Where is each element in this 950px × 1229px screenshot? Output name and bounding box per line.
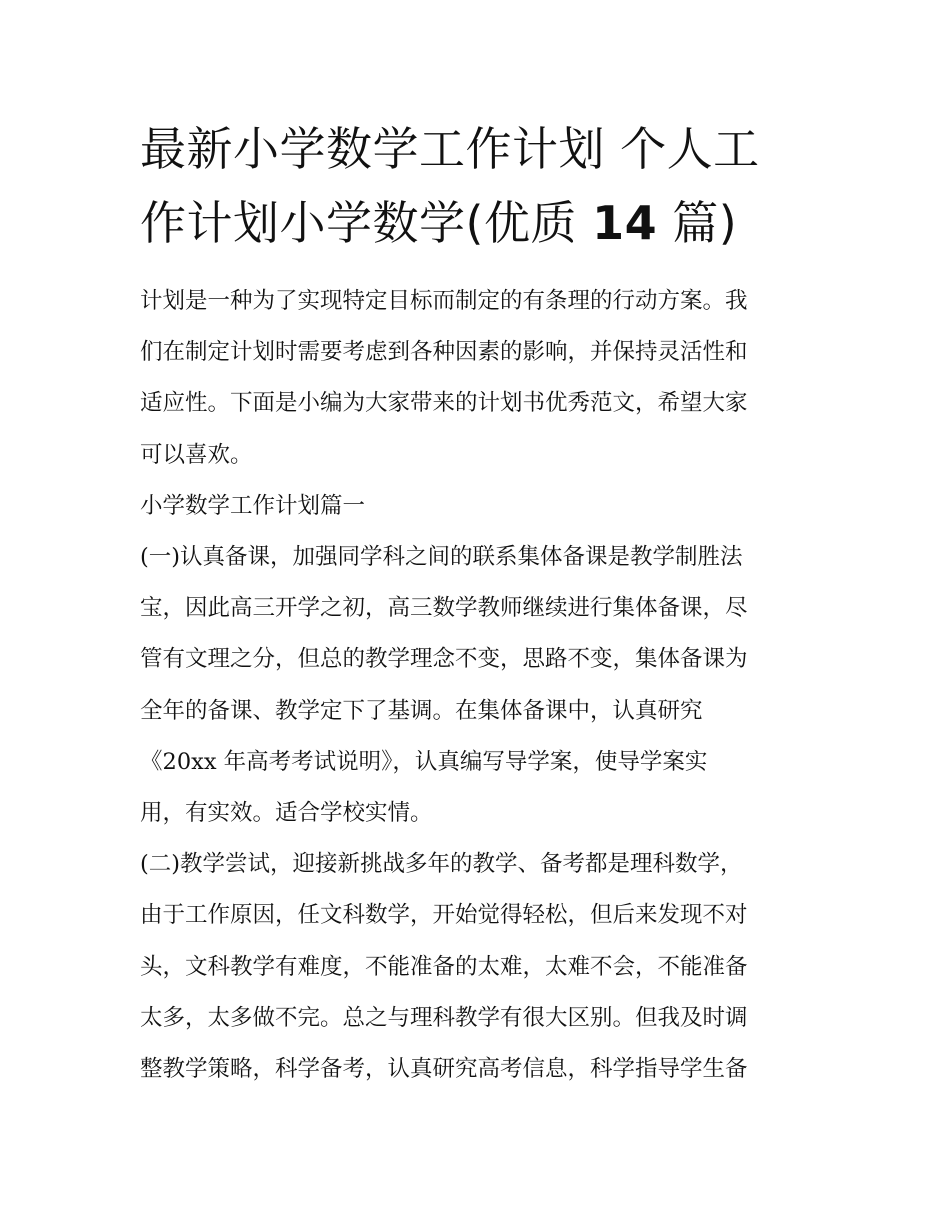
paragraph-line: 宝，因此高三开学之初，高三数学教师继续进行集体备课，尽 (140, 595, 748, 622)
title-line-1: 最新小学数学工作计划 个人工 (140, 122, 760, 176)
paragraph-1 (140, 532, 812, 839)
paragraph-line: (二)教学尝试，迎接新挑战多年的教学、备考都是理科数学， (140, 851, 743, 878)
paragraph-line: 全年的备课、教学定下了基调。在集体备课中，认真研究 (140, 697, 703, 724)
document-body (140, 276, 812, 1095)
intro-paragraph (140, 276, 812, 481)
section-heading-text: 小学数学工作计划篇一 (140, 492, 366, 519)
title-line-2-suffix: 篇) (657, 196, 738, 250)
paragraph-line: 《20xx 年高考考试说明》，认真编写导学案，使导学案实 (140, 748, 708, 775)
paragraph-line: 适应性。下面是小编为大家带来的计划书优秀范文，希望大家 (140, 390, 748, 417)
paragraph-line: 用，有实效。适合学校实情。 (140, 800, 433, 827)
paragraph-line: 整教学策略，科学备考，认真研究高考信息，科学指导学生备 (140, 1056, 748, 1083)
paragraph-2 (140, 839, 812, 1095)
document-title (140, 112, 820, 260)
paragraph-line: 可以喜欢。 (140, 441, 253, 468)
paragraph-line: (一)认真备课，加强同学科之间的联系集体备课是教学制胜法 (140, 544, 743, 571)
title-line-2-number: 14 (592, 196, 658, 250)
paragraph-line: 头，文科教学有难度，不能准备的太难，太难不会，不能准备 (140, 953, 748, 980)
paragraph-line: 们在制定计划时需要考虑到各种因素的影响，并保持灵活性和 (140, 339, 748, 366)
paragraph-line: 太多，太多做不完。总之与理科教学有很大区别。但我及时调 (140, 1004, 748, 1031)
paragraph-line: 由于工作原因，任文科数学，开始觉得轻松，但后来发现不对 (140, 902, 748, 929)
paragraph-line: 计划是一种为了实现特定目标而制定的有条理的行动方案。我 (140, 288, 748, 314)
title-line-2-prefix: 作计划小学数学(优质 (140, 196, 593, 250)
section-heading (140, 481, 812, 532)
paragraph-line: 管有文理之分，但总的教学理念不变，思路不变，集体备课为 (140, 646, 748, 673)
